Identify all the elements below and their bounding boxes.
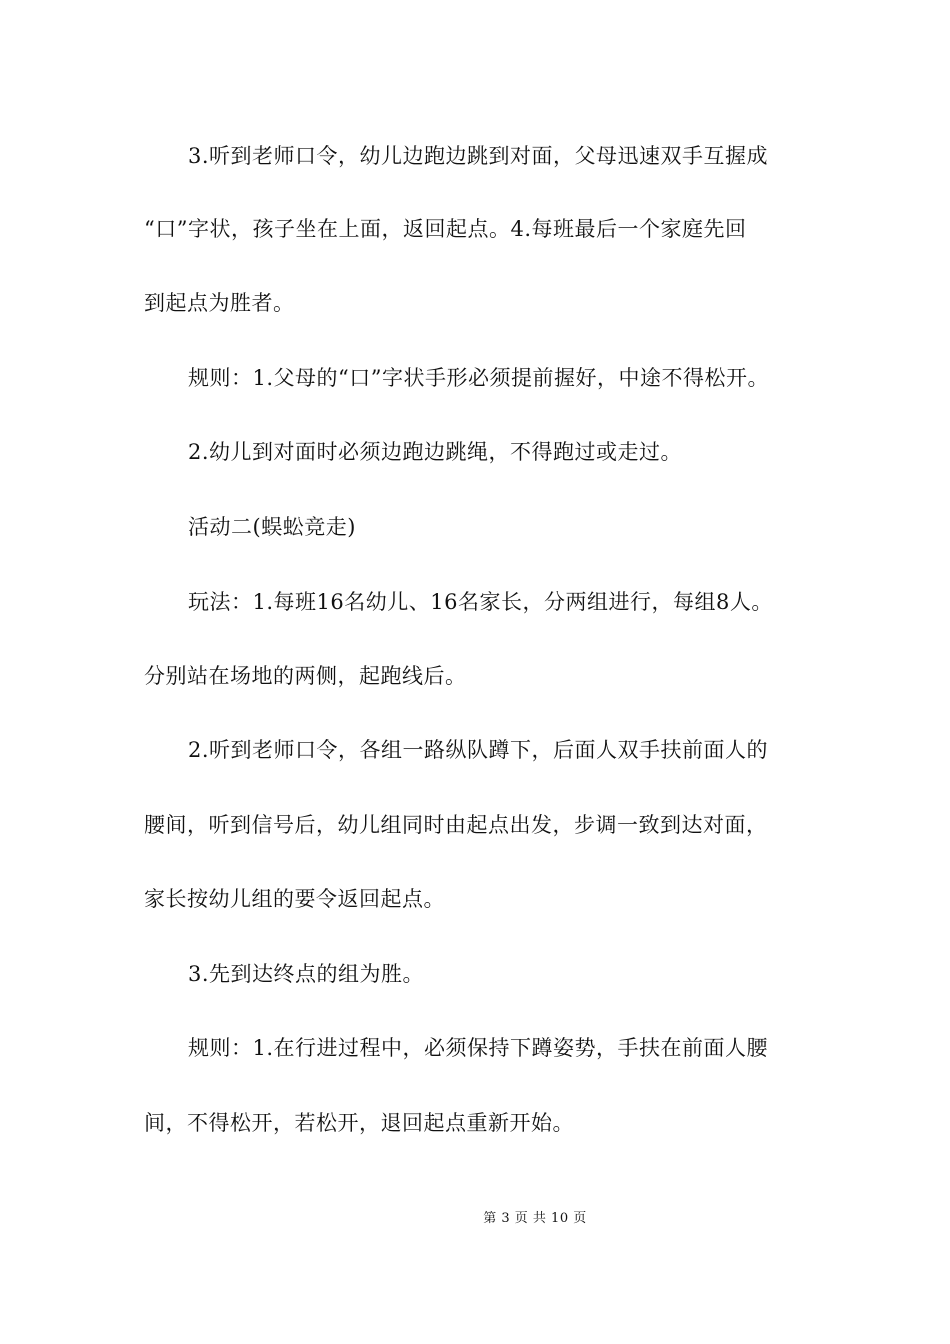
paragraph-line: 到起点为胜者。	[144, 291, 295, 315]
paragraph-line: 2.听到老师口令，各组一路纵队蹲下，后面人双手扶前面人的	[188, 738, 769, 762]
paragraph-line: 腰间，听到信号后，幼儿组同时由起点出发，步调一致到达对面，	[144, 813, 768, 837]
paragraph-line: 2.幼儿到对面时必须边跑边跳绳，不得跑过或走过。	[188, 440, 683, 464]
page-number: 第 3 页 共 10 页	[483, 1211, 587, 1226]
paragraph-line: 规则：1.在行进过程中，必须保持下蹲姿势，手扶在前面人腰	[188, 1036, 769, 1060]
paragraph-line: “口”字状，孩子坐在上面，返回起点。4.每班最后一个家庭先回	[144, 217, 747, 241]
section-heading: 活动二(蜈蚣竞走)	[188, 515, 356, 539]
paragraph-line: 分别站在场地的两侧，起跑线后。	[144, 664, 467, 688]
paragraph-line: 玩法：1.每班16名幼儿、16名家长，分两组进行，每组8人。	[188, 590, 773, 614]
paragraph-line: 3.先到达终点的组为胜。	[188, 962, 425, 986]
paragraph-line: 规则：1.父母的“口”字状手形必须提前握好，中途不得松开。	[188, 366, 770, 390]
paragraph-line: 3.听到老师口令，幼儿边跑边跳到对面，父母迅速双手互握成	[188, 144, 769, 168]
paragraph-line: 间，不得松开，若松开，退回起点重新开始。	[144, 1111, 574, 1135]
paragraph-line: 家长按幼儿组的要令返回起点。	[144, 887, 445, 911]
